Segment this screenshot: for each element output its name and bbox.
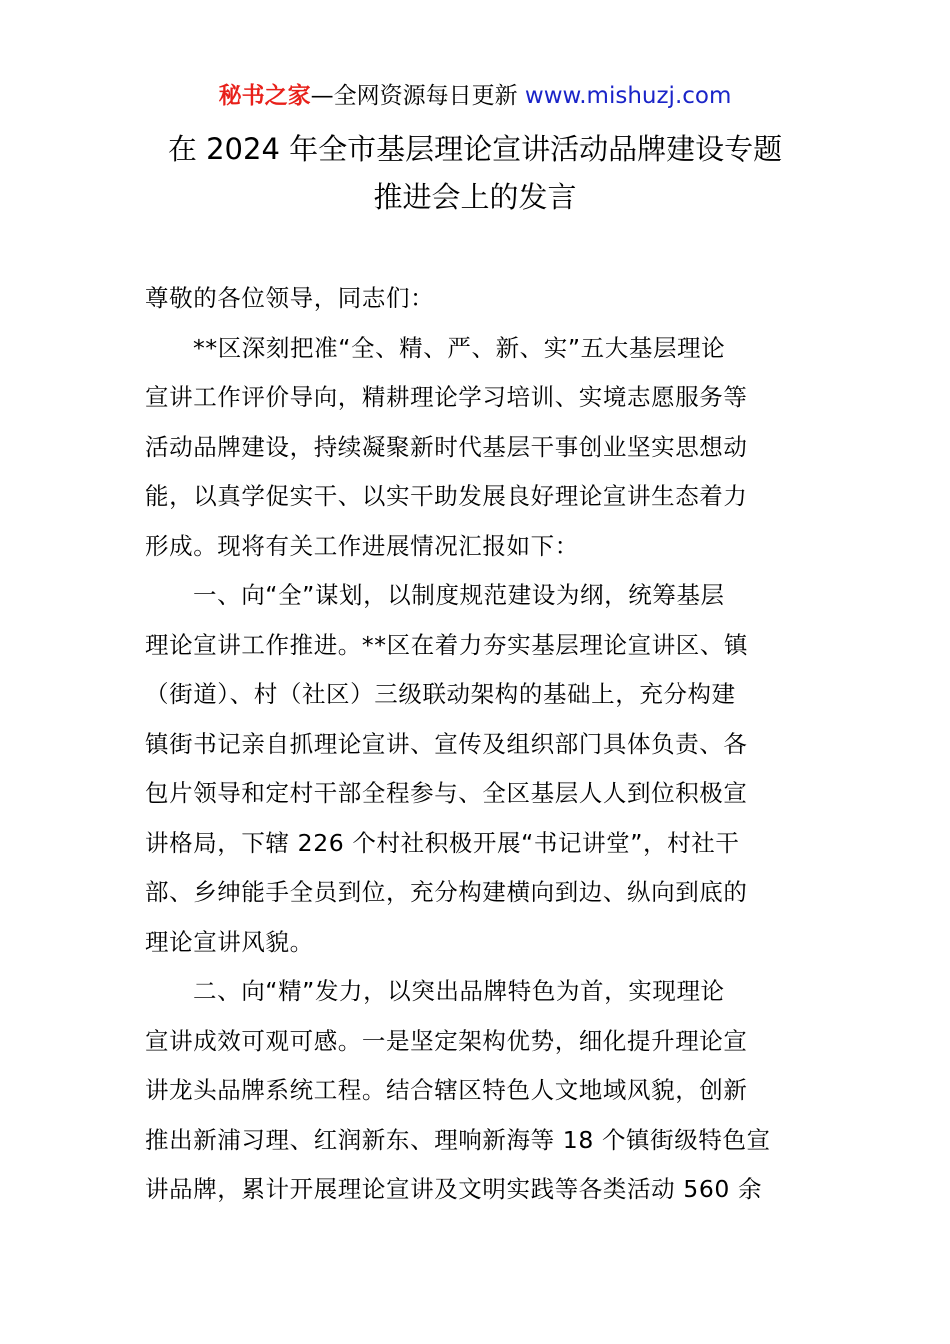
header-tagline: —全网资源每日更新 [310, 83, 518, 109]
title-line-1: 在 2024 年全市基层理论宣讲活动品牌建设专题 [167, 132, 783, 166]
paragraph-line: 二、向“精”发力，以突出品牌特色为首，实现理论 [193, 977, 725, 1005]
paragraph-line: 宣讲成效可观可感。一是坚定架构优势，细化提升理论宣 [145, 1026, 748, 1055]
paragraph-line: **区深刻把准“全、精、严、新、实”五大基层理论 [193, 333, 726, 362]
document-body [145, 274, 807, 1215]
paragraph-line: 能，以真学促实干、以实干助发展良好理论宣讲生态着力 [145, 482, 748, 510]
paragraph-line: 宣讲工作评价导向，精耕理论学习培训、实境志愿服务等 [145, 383, 748, 411]
title-line-2: 推进会上的发言 [373, 180, 577, 214]
paragraph-line: 一、向“全”谋划，以制度规范建设为纲，统筹基层 [193, 581, 725, 609]
paragraph-line: 理论宣讲风貌。 [145, 927, 314, 956]
salutation: 尊敬的各位领导，同志们： [145, 284, 435, 312]
site-header [0, 80, 950, 112]
paragraph-line: 讲品牌，累计开展理论宣讲及文明实践等各类活动 560 余 [145, 1175, 763, 1203]
brand-name: 秘书之家 [218, 83, 311, 109]
paragraph-line: 推出新浦习理、红润新东、理响新海等 18 个镇街级特色宣 [145, 1125, 771, 1154]
document-title [100, 125, 850, 221]
paragraph-line: 镇街书记亲自抓理论宣讲、宣传及组织部门具体负责、各 [145, 729, 748, 758]
paragraph-line: （街道）、村（社区）三级联动架构的基础上，充分构建 [145, 680, 736, 708]
paragraph-line: 活动品牌建设，持续凝聚新时代基层干事创业坚实思想动 [145, 432, 748, 461]
paragraph-line: 讲格局，下辖 226 个村社积极开展“书记讲堂”，村社干 [145, 828, 740, 857]
site-url: www.mishuzj.com [524, 83, 732, 109]
paragraph-line: 讲龙头品牌系统工程。结合辖区特色人文地域风貌，创新 [145, 1076, 748, 1104]
paragraph-line: 部、乡绅能手全员到位，充分构建横向到边、纵向到底的 [145, 878, 748, 906]
paragraph-line: 形成。现将有关工作进展情况汇报如下： [145, 531, 579, 560]
paragraph-line: 包片领导和定村干部全程参与、全区基层人人到位积极宣 [145, 779, 748, 807]
paragraph-line: 理论宣讲工作推进。**区在着力夯实基层理论宣讲区、镇 [145, 630, 749, 659]
